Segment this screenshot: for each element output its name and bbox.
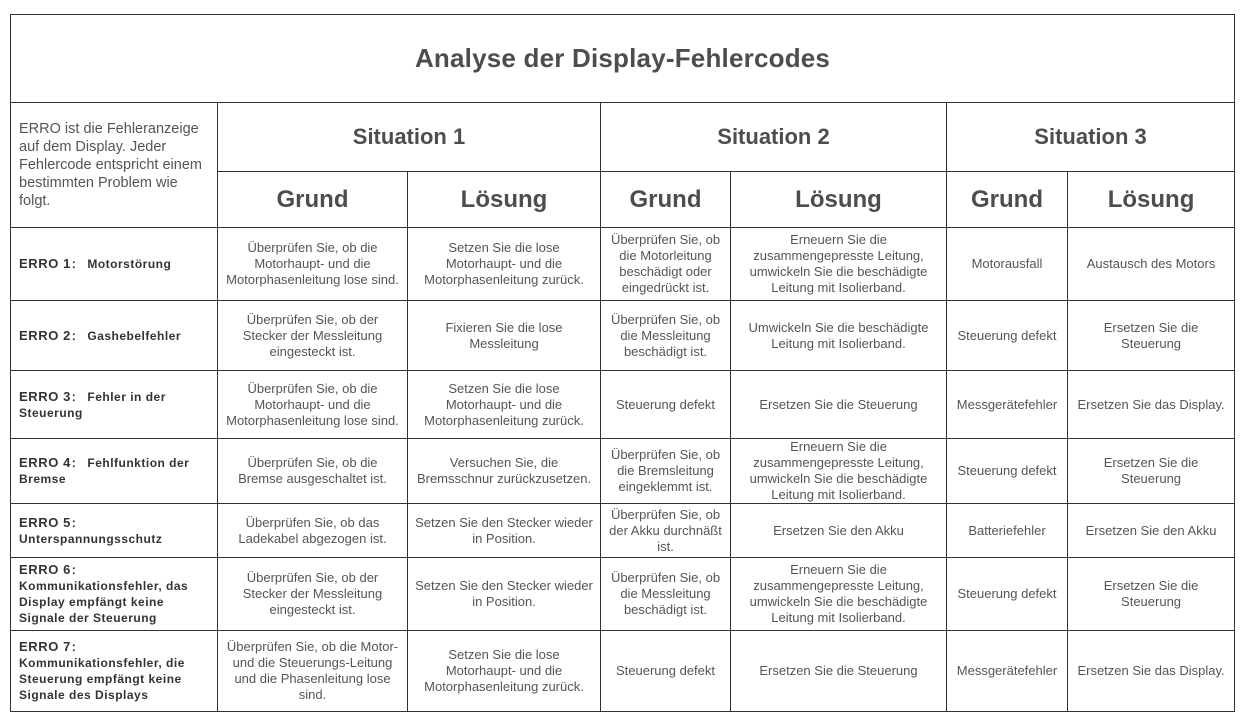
error-code: ERRO 6 [19,562,72,577]
situation-header-row [11,103,1235,172]
table-row [11,301,1235,371]
table-row [11,439,1235,504]
situation-1-loesung-cell: Setzen Sie die lose Motorhaupt- und die Motorphasenleitung zurück. [408,371,601,439]
table-row [11,631,1235,712]
error-label: Fehler in der Steuerung [19,389,166,420]
situation-3-loesung-cell: Ersetzen Sie die Steuerung [1068,301,1235,371]
subheader-loesung: Lösung [731,172,947,228]
situation-3-grund-cell: Steuerung defekt [947,558,1068,631]
situation-3-grund-cell: Batteriefehler [947,504,1068,558]
situation-3-grund-cell: Steuerung defekt [947,439,1068,504]
error-code: ERRO 4 [19,455,72,470]
error-code: ERRO 3 [19,388,72,404]
situation-3-loesung-cell: Austausch des Motors [1068,228,1235,301]
situation-1-grund-cell: Überprüfen Sie, ob die Motorhaupt- und die Motorphasenleitung lose sind. [218,371,408,439]
situation-2-loesung-cell: Erneuern Sie die zusammengepresste Leitung, umwickeln Sie die beschädigte Leitung mit Isolierband. [731,558,947,631]
error-code-cell [11,631,218,712]
situation-2-grund-cell: Überprüfen Sie, ob die Messleitung beschädigt ist. [601,558,731,631]
error-code-cell [11,504,218,558]
title-row [11,15,1235,103]
error-code-separator: ： [71,328,88,343]
situation-1-grund-cell: Überprüfen Sie, ob der Stecker der Messleitung eingesteckt ist. [218,558,408,631]
situation-1-grund-cell: Überprüfen Sie, ob die Bremse ausgeschaltet ist. [218,439,408,504]
situation-1-loesung-cell: Setzen Sie den Stecker wieder in Position. [408,504,601,558]
table-title: Analyse der Display-Fehlercodes [11,15,1235,103]
situation-1-grund-cell: Überprüfen Sie, ob die Motorhaupt- und die Motorphasenleitung lose sind. [218,228,408,301]
situation-3-grund-cell: Messgerätefehler [947,371,1068,439]
situation-2-loesung-cell: Umwickeln Sie die beschädigte Leitung mit Isolierband. [731,301,947,371]
error-code-separator: ： [71,389,88,404]
situation-1-grund-cell: Überprüfen Sie, ob die Motor- und die Steuerungs-Leitung und die Phasenleitung lose sind. [218,631,408,712]
error-code: ERRO 1 [19,256,72,271]
situation-2-header: Situation 2 [601,103,947,172]
error-code-separator: ： [71,257,88,271]
error-label: Kommunikationsfehler, die Steuerung empfängt keine Signale des Displays [19,656,185,702]
subheader-loesung: Lösung [1068,172,1235,228]
situation-2-grund-cell: Steuerung defekt [601,371,731,439]
situation-1-grund-cell: Überprüfen Sie, ob das Ladekabel abgezogen ist. [218,504,408,558]
intro-text: ERRO ist die Fehleranzeige auf dem Display. Jeder Fehlercode entspricht einem bestimmten Problem wie folgt. [11,103,218,228]
situation-2-loesung-cell: Ersetzen Sie die Steuerung [731,371,947,439]
situation-3-loesung-cell: Ersetzen Sie das Display. [1068,371,1235,439]
error-code-cell [11,228,218,301]
situation-2-grund-cell: Überprüfen Sie, ob die Bremsleitung eingeklemmt ist. [601,439,731,504]
error-code: ERRO 7 [19,639,72,654]
error-label: Unterspannungsschutz [19,531,163,546]
situation-1-loesung-cell: Setzen Sie die lose Motorhaupt- und die Motorphasenleitung zurück. [408,631,601,712]
situation-3-loesung-cell: Ersetzen Sie die Steuerung [1068,558,1235,631]
situation-3-loesung-cell: Ersetzen Sie den Akku [1068,504,1235,558]
error-rows [11,228,1235,712]
situation-3-header: Situation 3 [947,103,1235,172]
error-code-cell [11,301,218,371]
subheader-grund: Grund [218,172,408,228]
error-label: Fehlfunktion der Bremse [19,456,190,486]
situation-1-loesung-cell: Fixieren Sie die lose Messleitung [408,301,601,371]
situation-2-grund-cell: Überprüfen Sie, ob die Motorleitung beschädigt oder eingedrückt ist. [601,228,731,301]
situation-3-grund-cell: Steuerung defekt [947,301,1068,371]
error-code: ERRO 2 [19,327,72,343]
situation-2-loesung-cell: Erneuern Sie die zusammengepresste Leitung, umwickeln Sie die beschädigte Leitung mit Isolierband. [731,439,947,504]
table-row [11,228,1235,301]
table-row [11,504,1235,558]
error-code-cell [11,439,218,504]
situation-1-loesung-cell: Setzen Sie die lose Motorhaupt- und die Motorphasenleitung zurück. [408,228,601,301]
error-label: Gashebelfehler [87,328,182,343]
situation-1-grund-cell: Überprüfen Sie, ob der Stecker der Messleitung eingesteckt ist. [218,301,408,371]
error-code: ERRO 5 [19,514,72,530]
situation-2-loesung-cell: Ersetzen Sie die Steuerung [731,631,947,712]
error-code-cell [11,371,218,439]
subheader-grund: Grund [601,172,731,228]
situation-2-grund-cell: Überprüfen Sie, ob die Messleitung beschädigt ist. [601,301,731,371]
situation-1-loesung-cell: Setzen Sie den Stecker wieder in Position. [408,558,601,631]
situation-3-grund-cell: Motorausfall [947,228,1068,301]
table-row [11,558,1235,631]
error-code-table-container [10,14,1234,712]
error-code-separator: ： [71,563,84,577]
situation-3-grund-cell: Messgerätefehler [947,631,1068,712]
situation-2-grund-cell: Steuerung defekt [601,631,731,712]
table-row [11,371,1235,439]
situation-1-header: Situation 1 [218,103,601,172]
situation-3-loesung-cell: Ersetzen Sie die Steuerung [1068,439,1235,504]
situation-2-loesung-cell: Ersetzen Sie den Akku [731,504,947,558]
error-code-cell [11,558,218,631]
situation-2-loesung-cell: Erneuern Sie die zusammengepresste Leitung, umwickeln Sie die beschädigte Leitung mit Isolierband. [731,228,947,301]
error-label: Kommunikationsfehler, das Display empfängt keine Signale der Steuerung [19,579,189,625]
situation-1-loesung-cell: Versuchen Sie, die Bremsschnur zurückzusetzen. [408,439,601,504]
error-code-separator: ： [71,640,84,654]
situation-3-loesung-cell: Ersetzen Sie das Display. [1068,631,1235,712]
subheader-grund: Grund [947,172,1068,228]
situation-2-grund-cell: Überprüfen Sie, ob der Akku durchnäßt ist. [601,504,731,558]
subheader-loesung: Lösung [408,172,601,228]
error-code-separator: ： [71,515,84,530]
error-label: Motorstörung [87,257,172,271]
error-code-separator: ： [71,456,88,470]
error-code-table [10,14,1235,712]
